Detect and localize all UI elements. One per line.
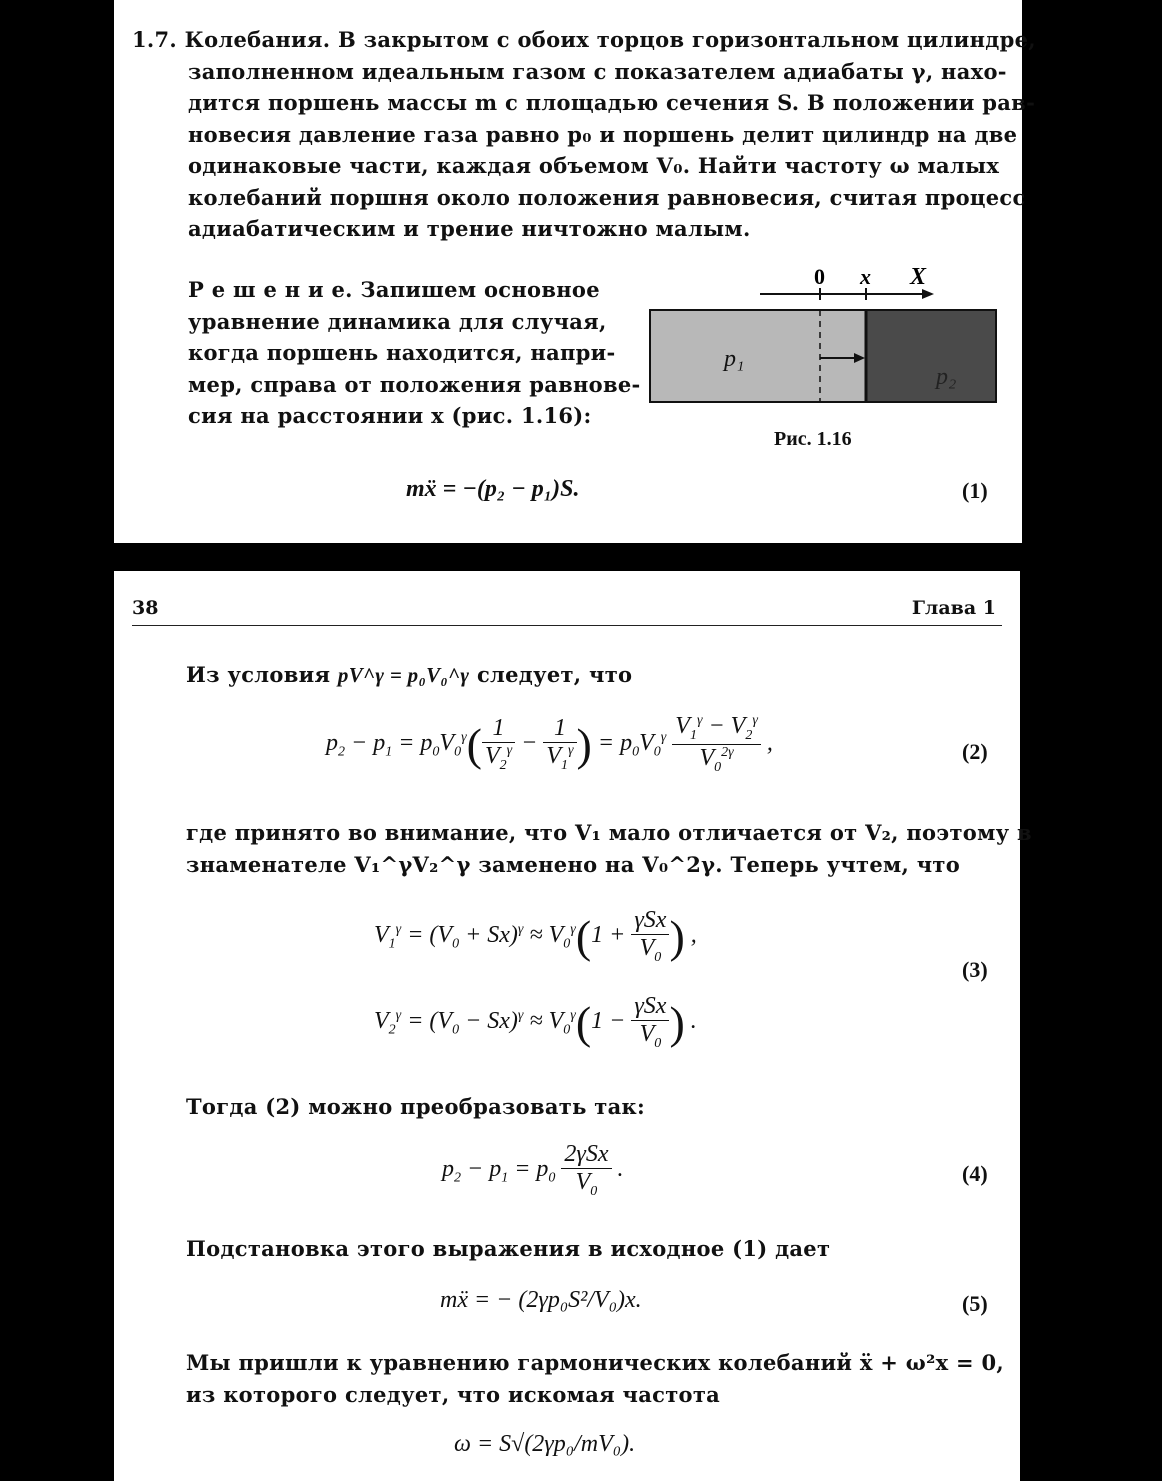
problem-line: адиабатическим и трение ничтожно малым. — [188, 216, 751, 241]
inline-math: pV^γ = p₀V₀^γ — [337, 663, 470, 687]
equation-2-number: (2) — [962, 739, 988, 764]
solution-line: мер, справа от положения равнове- — [188, 371, 641, 397]
equation-1: mẍ = −(p₂ − p₁)S. — [406, 476, 580, 502]
header-rule — [132, 625, 1002, 626]
text-conclusion — [186, 1347, 1004, 1410]
text-line: знаменателе V₁^γV₂^γ заменено на V₀^2γ. Теперь учтем, что — [186, 851, 961, 877]
solution-line: уравнение динамика для случая, — [188, 308, 607, 334]
text-line: из которого следует, что искомая частота — [186, 1381, 721, 1407]
axis-x-label: x — [860, 264, 871, 289]
text-approximation — [186, 817, 1032, 880]
problem-statement — [132, 24, 1036, 245]
equation-5-number: (5) — [962, 1291, 988, 1316]
problem-line: заполненном идеальным газом с показателем адиабаты γ, нахо- — [188, 58, 1007, 84]
axis-X-label: X — [910, 264, 927, 290]
text-line: где принято во внимание, что V₁ мало отличается от V₂, поэтому в — [186, 820, 1032, 845]
text-substitution: Подстановка этого выражения в исходное (1) дает — [186, 1236, 831, 1261]
solution-line: когда поршень находится, напри- — [188, 340, 616, 365]
page-number: 38 — [132, 597, 159, 619]
text-then: Тогда (2) можно преобразовать так: — [186, 1094, 645, 1119]
equation-1-number: (1) — [962, 478, 988, 503]
problem-heading: Колебания. — [184, 27, 331, 52]
equation-4: $p_2 - p_1 = p_0$ $\frac{\text{2γSx}}{V_0}$ . — [442, 1141, 624, 1199]
equation-5: mẍ = − (2γp₀S²/V₀)x. — [440, 1287, 642, 1313]
axis-zero-label: 0 — [814, 264, 825, 289]
equation-3-number: (3) — [962, 957, 988, 982]
right-gas-region — [866, 310, 996, 402]
problem-line: дится поршень массы m с площадью сечения S. В положении рав- — [188, 90, 1036, 115]
solution-line: сия на расстоянии x (рис. 1.16): — [188, 403, 592, 428]
text-line: Мы пришли к уравнению гармонических колебаний ẍ + ω²x = 0, — [186, 1350, 1005, 1375]
equation-3b: $V_2^\gamma = (V_0 - Sx)^\gamma \approx V_0^\gamma(1$ − $\frac{\text{γSx}}{V_0}$ ) . — [374, 993, 697, 1051]
problem-line: колебаний поршня около положения равновесия, считая процесс — [188, 184, 1026, 210]
axis-arrowhead — [922, 289, 934, 299]
text-condition: Из условия pV^γ = p₀V₀^γ следует, что — [186, 662, 633, 687]
solution-label: Р е ш е н и е. — [188, 277, 353, 302]
equation-3a: $V_1^\gamma = (V_0 + Sx)^\gamma \approx V_0^\gamma(1$ + $\frac{\text{γSx}}{V_0}$ ) , — [374, 907, 697, 965]
equation-4-number: (4) — [962, 1161, 988, 1186]
left-gas-region — [650, 310, 866, 402]
equation-2: $p_2 - p_1 = p_0V_0^\gamma$( $\frac{1}{V_2^\gamma}$ − $\frac{1}{V_1^\gamma}$ ) = $p_0V_0^\gamma$ $\frac{V_1^\gamma - V_2^\gamma}{V_0^{2\gamma}}$ , — [326, 713, 773, 775]
final-equation: ω = S√(2γp₀/mV₀). — [454, 1431, 636, 1457]
page-top — [114, 0, 1036, 543]
problem-line: одинаковые части, каждая объемом V₀. Найти частоту ω малых — [188, 153, 1000, 178]
problem-line: В закрытом с обоих торцов горизонтальном цилиндре, — [330, 27, 1036, 52]
problem-line-1 — [132, 24, 1036, 56]
page-bottom — [114, 571, 1032, 1481]
problem-number: 1.7. — [132, 27, 178, 52]
cylinder-figure — [644, 258, 1004, 410]
label-p2: p₂ — [936, 364, 957, 390]
label-p1: p₁ — [724, 346, 745, 372]
figure-caption: Рис. 1.16 — [774, 428, 852, 450]
problem-line: новесия давление газа равно p₀ и поршень делит цилиндр на две — [188, 121, 1018, 147]
chapter-title: Глава 1 — [911, 597, 996, 619]
solution-text — [188, 274, 641, 432]
solution-line: Запишем основное — [352, 277, 600, 302]
